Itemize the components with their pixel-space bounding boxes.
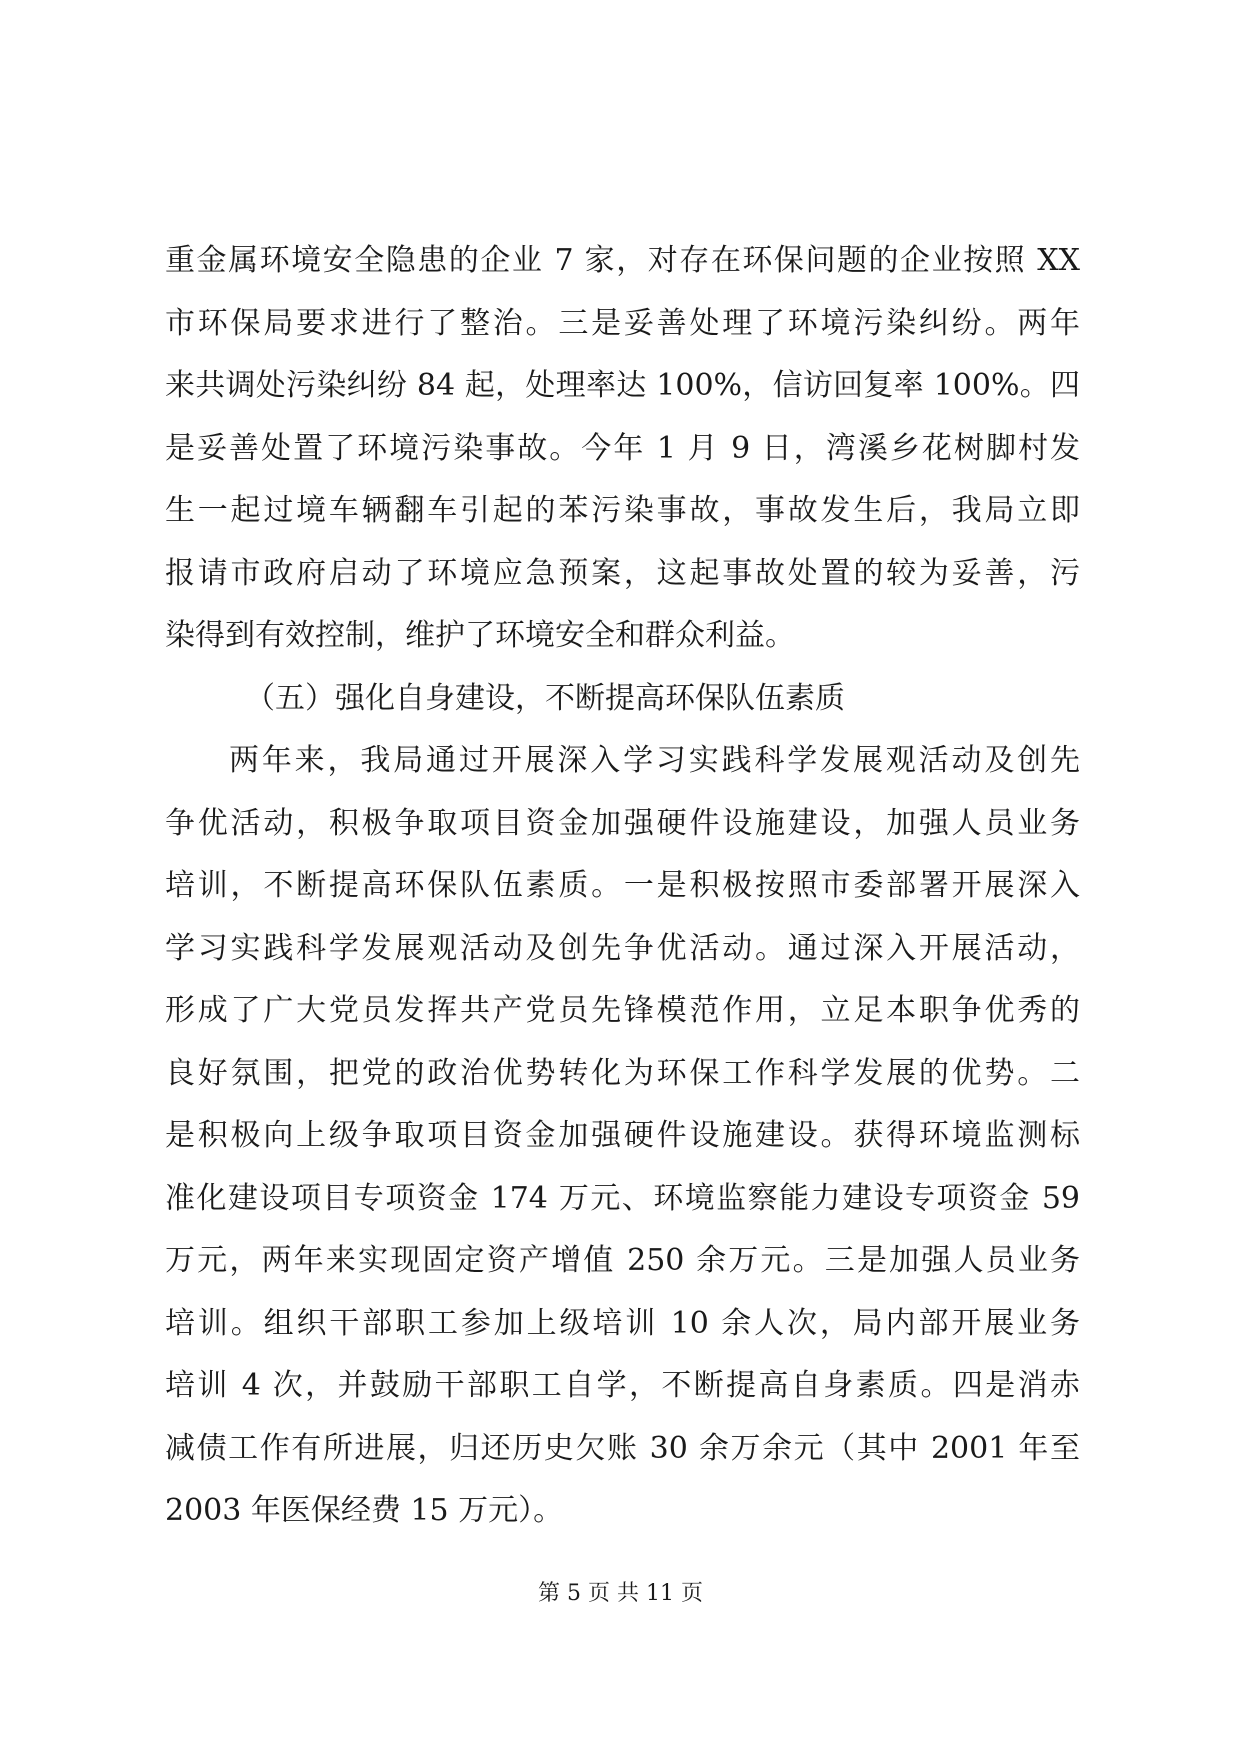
text-line: 万元，两年来实现固定资产增值 250 余万元。三是加强人员业务 bbox=[165, 1243, 1080, 1278]
page-number: 第 5 页 共 11 页 bbox=[538, 1581, 703, 1606]
text-line: 培训 4 次，并鼓励干部职工自学，不断提高自身素质。四是消赤 bbox=[165, 1368, 1080, 1403]
section-heading: （五）强化自身建设，不断提高环保队伍素质 bbox=[245, 680, 845, 716]
text-line: 培训。组织干部职工参加上级培训 10 余人次，局内部开展业务 bbox=[165, 1305, 1080, 1341]
text-line: 重金属环境安全隐患的企业 7 家，对存在环保问题的企业按照 XX bbox=[165, 243, 1080, 278]
text-line: 减债工作有所进展，归还历史欠账 30 余万余元（其中 2001 年至 bbox=[165, 1430, 1080, 1466]
text-line: 培训，不断提高环保队伍素质。一是积极按照市委部署开展深入 bbox=[165, 868, 1080, 903]
text-line: 生一起过境车辆翻车引起的苯污染事故，事故发生后，我局立即 bbox=[165, 493, 1080, 528]
text-line: 争优活动，积极争取项目资金加强硬件设施建设，加强人员业务 bbox=[165, 805, 1080, 841]
text-line: 是积极向上级争取项目资金加强硬件设施建设。获得环境监测标 bbox=[165, 1118, 1080, 1153]
text-line: 2003 年医保经费 15 万元）。 bbox=[165, 1493, 564, 1528]
page-footer bbox=[0, 1578, 1241, 1610]
text-line: 报请市政府启动了环境应急预案，这起事故处置的较为妥善，污 bbox=[165, 555, 1080, 591]
text-line: 良好氛围，把党的政治优势转化为环保工作科学发展的优势。二 bbox=[165, 1055, 1080, 1091]
text-line: 来共调处污染纠纷 84 起，处理率达 100%，信访回复率 100%。四 bbox=[165, 368, 1080, 403]
paragraph-team-building bbox=[165, 730, 1080, 1543]
text-line: 染得到有效控制，维护了环境安全和群众利益。 bbox=[165, 618, 795, 653]
text-line: 两年来，我局通过开展深入学习实践科学发展观活动及创先 bbox=[229, 743, 1080, 778]
paragraph-environmental-disputes bbox=[165, 230, 1080, 668]
text-line: 是妥善处置了环境污染事故。今年 1 月 9 日，湾溪乡花树脚村发 bbox=[165, 430, 1080, 466]
body-text bbox=[165, 230, 1080, 1543]
text-line: 学习实践科学发展观活动及创先争优活动。通过深入开展活动， bbox=[165, 930, 1080, 966]
text-line: 形成了广大党员发挥共产党员先锋模范作用，立足本职争优秀的 bbox=[165, 993, 1080, 1028]
text-line: 市环保局要求进行了整治。三是妥善处理了环境污染纠纷。两年 bbox=[165, 305, 1080, 341]
text-line: 准化建设项目专项资金 174 万元、环境监察能力建设专项资金 59 bbox=[165, 1180, 1080, 1216]
